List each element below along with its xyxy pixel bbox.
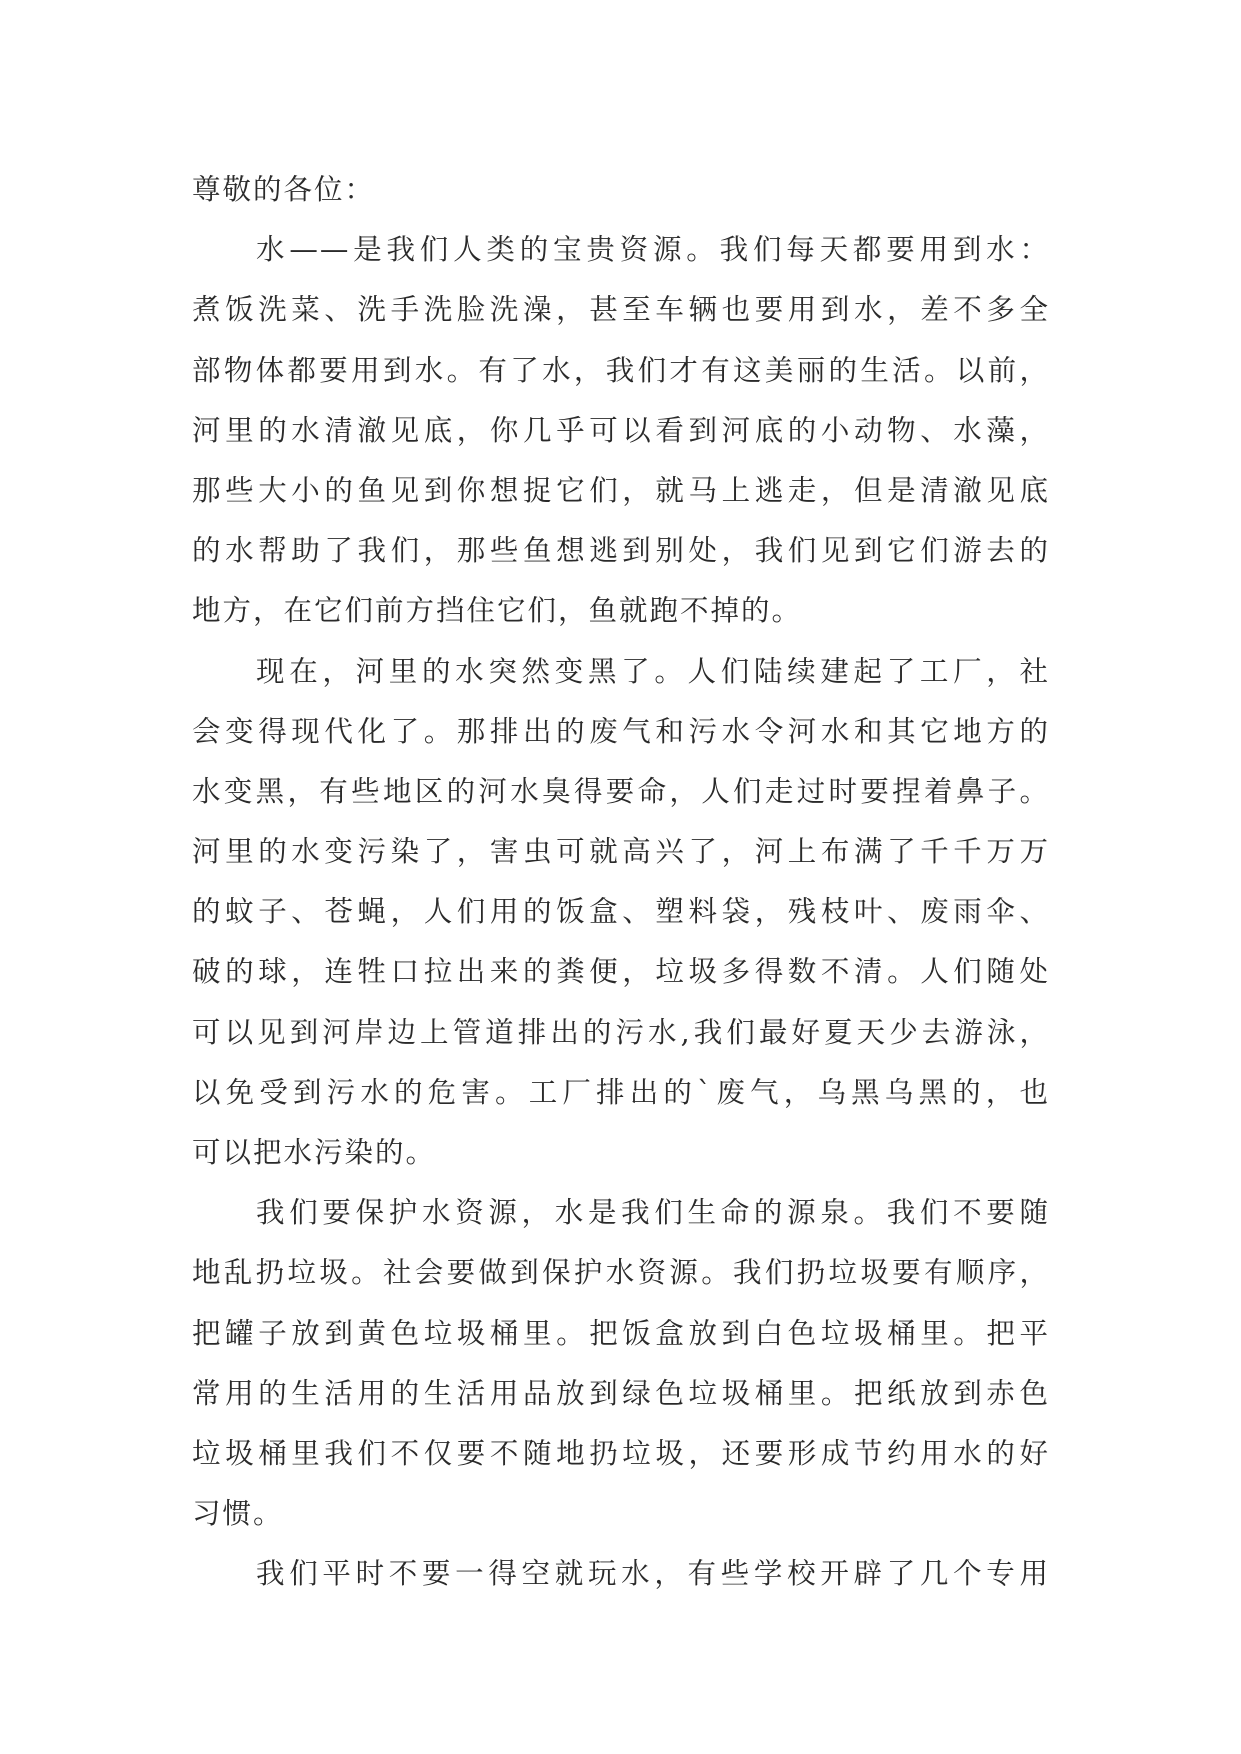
- text-line: 我们要保护水资源，水是我们生命的源泉。我们不要随: [256, 1196, 1050, 1230]
- text-line: 现在，河里的水突然变黑了。人们陆续建起了工厂，社: [256, 654, 1050, 688]
- text-line: 我们平时不要一得空就玩水，有些学校开辟了几个专用: [256, 1557, 1050, 1591]
- text-line: 部物体都要用到水。有了水，我们才有这美丽的生活。以前，: [192, 353, 1050, 387]
- text-line: 破的球，连牲口拉出来的粪便，垃圾多得数不清。人们随处: [192, 955, 1050, 989]
- text-line: 的水帮助了我们，那些鱼想逃到别处，我们见到它们游去的: [192, 534, 1050, 568]
- text-line: 河里的水清澈见底，你几乎可以看到河底的小动物、水藻，: [192, 413, 1050, 447]
- text-line: 河里的水变污染了，害虫可就高兴了，河上布满了千千万万: [192, 835, 1050, 869]
- text-line: 垃圾桶里我们不仅要不随地扔垃圾，还要形成节约用水的好: [192, 1436, 1050, 1470]
- text-line: 会变得现代化了。那排出的废气和污水令河水和其它地方的: [192, 714, 1050, 748]
- text-line: 煮饭洗菜、洗手洗脸洗澡，甚至车辆也要用到水，差不多全: [192, 293, 1050, 327]
- text-line: 的蚊子、苍蝇，人们用的饭盒、塑料袋，残枝叶、废雨伞、: [192, 895, 1050, 929]
- text-line: 可以把水污染的。: [192, 1136, 437, 1169]
- text-line: 那些大小的鱼见到你想捉它们，就马上逃走，但是清澈见底: [192, 473, 1050, 507]
- text-line: 可以见到河岸边上管道排出的污水,我们最好夏天少去游泳，: [192, 1015, 1050, 1049]
- text-line: 地方，在它们前方挡住它们，鱼就跑不掉的。: [192, 594, 803, 628]
- text-line: 常用的生活用的生活用品放到绿色垃圾桶里。把纸放到赤色: [192, 1376, 1050, 1410]
- text-line: 水——是我们人类的宝贵资源。我们每天都要用到水：: [256, 233, 1050, 267]
- salutation-line: 尊敬的各位：: [192, 173, 376, 206]
- document-body: [192, 160, 1050, 1605]
- text-line: 把罐子放到黄色垃圾桶里。把饭盒放到白色垃圾桶里。把平: [192, 1316, 1050, 1350]
- text-line: 水变黑，有些地区的河水臭得要命，人们走过时要捏着鼻子。: [192, 774, 1050, 808]
- text-line: 地乱扔垃圾。社会要做到保护水资源。我们扔垃圾要有顺序，: [192, 1256, 1050, 1290]
- text-line: 习惯。: [192, 1497, 284, 1531]
- text-line: 以免受到污水的危害。工厂排出的`废气，乌黑乌黑的，也: [192, 1075, 1050, 1109]
